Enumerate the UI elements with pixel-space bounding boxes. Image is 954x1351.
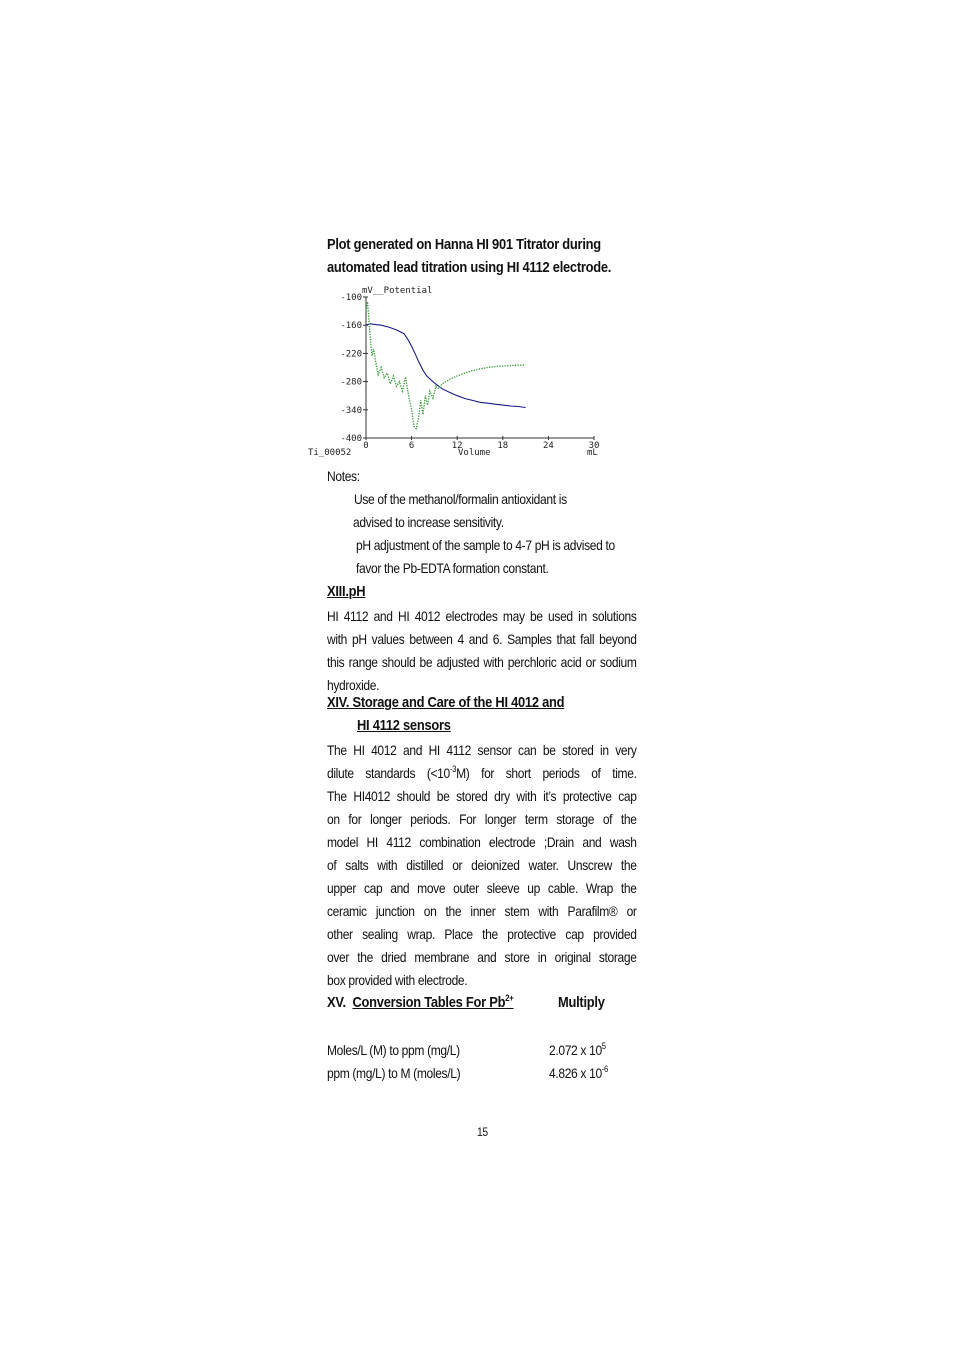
storage-line-4: on for longer periods. For longer term storage of the <box>327 811 637 827</box>
potential-series-line <box>366 324 526 408</box>
storage-line-7: upper cap and move outer sleeve up cable. Wrap the <box>327 880 637 896</box>
conversion-title-text <box>353 994 514 1011</box>
section-storage-title-line-2: HI 4112 sensors <box>357 717 451 734</box>
note-2-line-2: favor the Pb-EDTA formation constant. <box>356 560 549 576</box>
storage-line-9: other sealing wrap. Place the protective cap provided <box>327 926 637 942</box>
y-tick-label: -160 <box>340 321 362 332</box>
x-tick-label: 24 <box>542 441 554 451</box>
derivative-series-line <box>366 302 526 429</box>
conversion-title-label: Conversion Tables For Pb <box>352 994 506 1011</box>
x-tick-label: 30 <box>588 441 600 451</box>
conversion-row-2-factor <box>549 1062 608 1085</box>
storage-line-2 <box>327 762 637 785</box>
x-unit-label: mL <box>587 448 598 458</box>
storage-line-8: ceramic junction on the inner stem with Parafilm® or <box>327 903 637 919</box>
notes-label: Notes: <box>327 468 360 484</box>
conversion-row-1-base: 2.072 x 10 <box>549 1042 602 1058</box>
storage-line-3: The HI4012 should be stored dry with it’s protective cap <box>327 788 637 804</box>
chart-axes <box>366 297 594 438</box>
section-storage-paragraph <box>327 739 637 992</box>
x-tick-label: 18 <box>497 441 509 451</box>
section-storage-title-line-1: XIV. Storage and Care of the HI 4012 and <box>327 694 565 711</box>
conversion-row-1-factor <box>549 1039 606 1062</box>
ph-line-2: with pH values between 4 and 6. Samples that fall beyond <box>327 631 637 647</box>
note-2-line-1: pH adjustment of the sample to 4-7 pH is advised to <box>356 537 615 553</box>
section-ph-paragraph <box>327 605 637 697</box>
y-tick-label: -220 <box>340 349 362 360</box>
titration-chart <box>300 282 610 460</box>
multiply-label: Multiply <box>558 994 605 1011</box>
conversion-title-sup: 2+ <box>505 993 514 1003</box>
y-axis-title: mV__Potential <box>362 286 433 296</box>
storage-line-11: box provided with electrode. <box>327 972 468 988</box>
conversion-number: XV. <box>327 994 346 1011</box>
x-axis-title: Volume <box>458 448 491 458</box>
y-tick-label: -100 <box>340 293 362 303</box>
storage-line-6: of salts with distilled or deionized water. Unscrew the <box>327 857 637 873</box>
page-number: 15 <box>477 1125 488 1139</box>
section-conversion-title <box>327 994 514 1011</box>
note-1-line-2: advised to increase sensitivity. <box>353 514 504 530</box>
storage-line-1: The HI 4012 and HI 4112 sensor can be stored in very <box>327 742 637 758</box>
y-tick-label: -400 <box>340 434 362 444</box>
y-tick-label: -340 <box>340 405 362 416</box>
note-1-line-1: Use of the methanol/formalin antioxidant is <box>354 491 567 507</box>
ph-line-4: hydroxide. <box>327 677 380 693</box>
storage-line-10: over the dried membrane and store in original storage <box>327 949 637 965</box>
storage-line-2-exponent: -3 <box>449 764 457 774</box>
section-ph-title: XIII.pH <box>327 583 366 600</box>
conversion-row-2-label: ppm (mg/L) to M (moles/L) <box>327 1065 461 1081</box>
ph-line-1: HI 4112 and HI 4012 electrodes may be used in solutions <box>327 608 637 624</box>
plot-caption-line-2: automated lead titration using HI 4112 electrode. <box>327 259 612 276</box>
conversion-row-1-label: Moles/L (M) to ppm (mg/L) <box>327 1042 460 1058</box>
storage-line-2-start: dilute standards (<10 <box>327 765 450 781</box>
ph-line-3: this range should be adjusted with perchloric acid or sodium <box>327 654 637 670</box>
conversion-row-1-exponent: 5 <box>601 1041 606 1051</box>
conversion-row-2-base: 4.826 x 10 <box>549 1065 602 1081</box>
storage-line-5: model HI 4112 combination electrode ;Drain and wash <box>327 834 637 850</box>
file-label: Ti_00052 <box>308 448 352 458</box>
conversion-row-2-exponent: -6 <box>601 1064 608 1074</box>
storage-line-2-end: M) for short periods of time. <box>456 765 637 781</box>
x-tick-label: 0 <box>363 441 369 451</box>
y-tick-label: -280 <box>340 377 362 388</box>
x-tick-label: 12 <box>451 441 463 451</box>
x-tick-label: 6 <box>408 441 415 451</box>
plot-caption-line-1: Plot generated on Hanna HI 901 Titrator during <box>327 236 601 253</box>
